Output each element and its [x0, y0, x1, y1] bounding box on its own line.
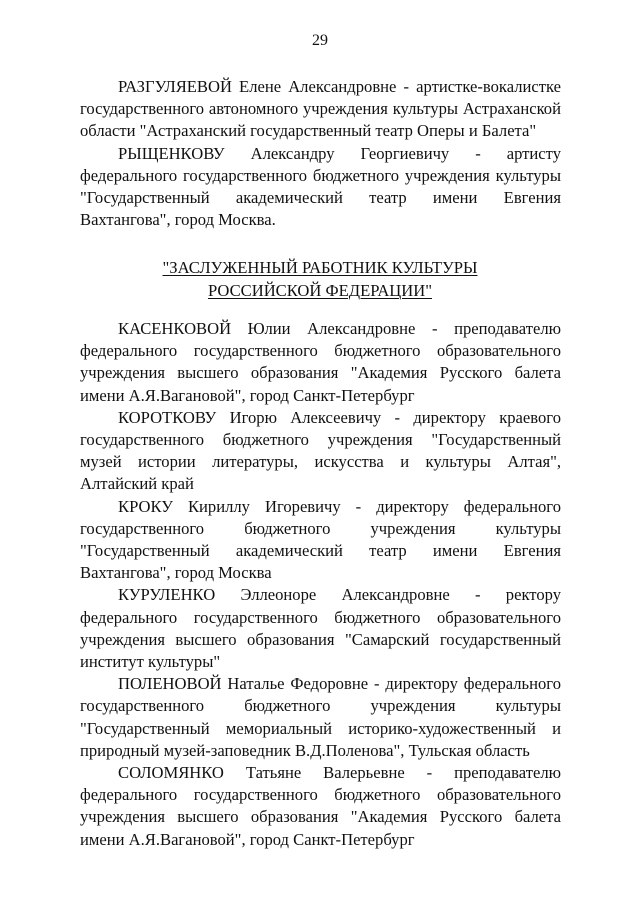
section-title-line2: РОССИЙСКОЙ ФЕДЕРАЦИИ" — [207, 281, 433, 300]
award-entries — [80, 318, 561, 851]
award-entry: КРОКУ Кириллу Игоревичу - директору федерального государственного бюджетного учреждения культуры "Государственный академический театр имени Евгения Вахтангова", город Москва — [80, 496, 561, 583]
award-entry: ПОЛЕНОВОЙ Наталье Федоровне - директору федерального государственного бюджетного учреждения культуры "Государственный мемориальный историко-художественный и природный музей-заповедник В.Д.Поленова", Тульская область — [80, 674, 561, 760]
page-number: 29 — [312, 32, 328, 49]
award-entry: КУРУЛЕНКО Эллеоноре Александровне - ректору федерального государственного бюджетного образовательного учреждения высшего образования "Самарский государственный институт культуры" — [80, 585, 561, 672]
award-entry: РАЗГУЛЯЕВОЙ Елене Александровне - артистке-вокалистке государственного автономного учреждения культуры Астраханской области "Астраханский государственный театр Оперы и Балета" — [80, 77, 561, 141]
section-title — [0, 256, 640, 302]
section-title-line1: "ЗАСЛУЖЕННЫЙ РАБОТНИК КУЛЬТУРЫ — [162, 258, 478, 277]
award-entry: КОРОТКОВУ Игорю Алексеевичу - директору краевого государственного бюджетного учреждения "Государственный музей истории литературы, искусства и культуры Алтая", Алтайский край — [80, 407, 561, 494]
top-entries — [80, 76, 561, 231]
award-entry: СОЛОМЯНКО Татьяне Валерьевне - преподавателю федерального государственного бюджетного образовательного учреждения высшего образования "Академия Русского балета имени А.Я.Вагановой", город Санкт-Петербург — [80, 763, 561, 849]
award-entry: КАСЕНКОВОЙ Юлии Александровне - преподавателю федерального государственного бюджетного образовательного учреждения высшего образования "Академия Русского балета имени А.Я.Вагановой", город Санкт-Петербург — [80, 319, 561, 405]
award-entry: РЫЩЕНКОВУ Александру Георгиевичу - артисту федерального государственного бюджетного учреждения культуры "Государственный академический театр имени Евгения Вахтангова", город Москва. — [80, 143, 561, 230]
